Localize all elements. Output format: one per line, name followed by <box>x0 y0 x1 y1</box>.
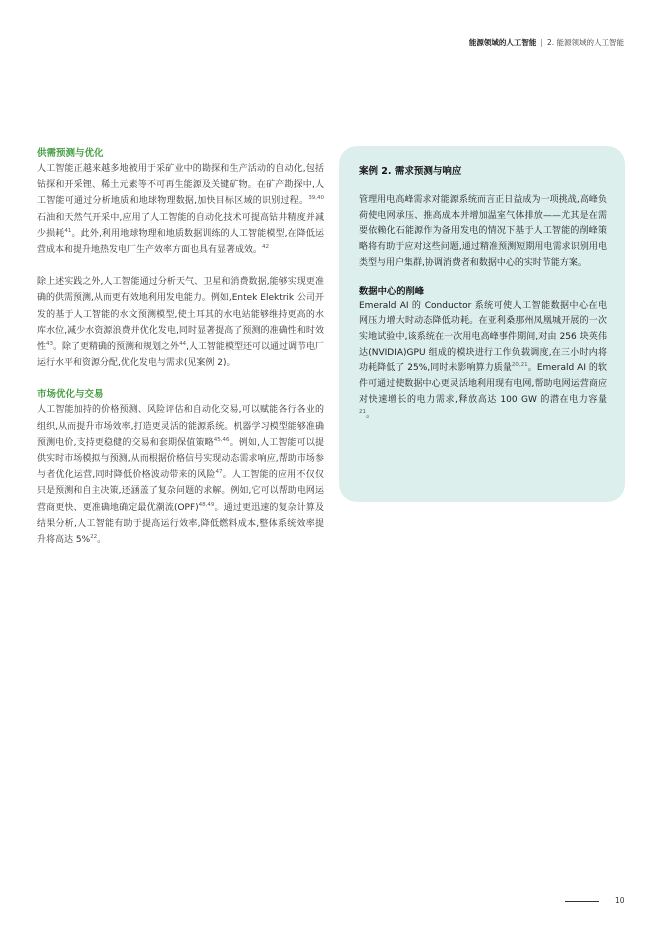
text-run: 。通过更迅速的复杂计算及结果分析,人工智能有助于提高运行效率,降低燃料成本,整体系统效率提升将高达 5% <box>37 502 324 546</box>
paragraph-demand-forecast <box>37 274 324 371</box>
main-column <box>37 146 324 548</box>
citation: 21 <box>359 409 366 416</box>
citation: 43 <box>46 341 54 348</box>
header-section-title: 能源领域的人工智能 <box>468 38 537 47</box>
case-paragraph-emerald <box>359 299 607 425</box>
citation: 22 <box>90 534 98 541</box>
text-run: 。Emerald AI 的软件可通过使数据中心更灵活地利用现有电网,帮助电网运营商应对快速增长的电力需求,释放高达 100 GW 的潜在电力容量 <box>359 363 607 405</box>
case-subheading: 数据中心的削峰 <box>359 285 425 297</box>
header-subsection-title: 2. 能源领域的人工智能 <box>546 38 624 47</box>
running-header <box>469 37 624 48</box>
paragraph-market <box>37 402 324 548</box>
citation: 39,40 <box>308 195 324 202</box>
citation: 48,49 <box>198 501 215 508</box>
text-run: 。 <box>366 410 376 421</box>
text-run: 。除了更精确的预测和规划之外 <box>53 342 180 353</box>
text-run: 人工智能正越来越多地被用于采矿业中的勘探和生产活动的自动化,包括钻探和开采锂、稀土元素等不可再生能源及关键矿物。在矿产勘探中,人工智能可通过分析地质和地球物理数据,加快目标区域的识别过程。 <box>37 164 324 207</box>
case-study-box <box>339 146 625 502</box>
text-run: 。此外,利用地球物理和地质数据训练的人工智能模型,在降低运营成本和提升地热发电厂生产效率方面也具有显著成效。 <box>37 228 324 256</box>
section-heading-market: 市场优化与交易 <box>37 389 104 401</box>
text-run: ,人工智能模型还可以通过调节电厂运行水平和资源分配,优化发电与需求(见案例 2)。 <box>37 342 324 369</box>
case-study-title: 案例 2. 需求预测与响应 <box>359 166 462 177</box>
citation: 41 <box>64 227 72 234</box>
section-heading-forecasting: 供需预测与优化 <box>37 148 104 159</box>
header-separator: | <box>540 38 543 47</box>
citation: 20,21 <box>511 362 528 369</box>
page-number: 10 <box>615 896 625 905</box>
citation: 42 <box>262 244 270 251</box>
text-run: Emerald AI 的 Conductor 系统可使人工智能数据中心在电网压力增大时动态降低功耗。在亚利桑那州凤凰城开展的一次实地试验中,该系统在一次用电高峰事件期间,对由 256 块英伟达(NVIDIA)GPU 组成的模块进行工作负载调度,在三小时内将功耗降低了 25%,同时未影响算力质量 <box>359 300 607 374</box>
text-run: 人工智能加持的价格预测、风险评估和自动化交易,可以赋能各行各业的组织,从而提升市场效率,打造更灵活的能源系统。机器学习模型能够准确预测电价,支持更稳健的交易和套期保值策略 <box>37 405 324 448</box>
paragraph-mining <box>37 161 324 258</box>
text-run: 。例如,人工智能可以提供实时市场模拟与预测,从而根据价格信号实现动态需求响应,帮助市场参与者优化运营,同时降低价格波动带来的风险 <box>37 437 324 481</box>
case-paragraph-intro: 管理用电高峰需求对能源系统而言正日益成为一项挑战,高峰负荷使电网承压、推高成本并增加温室气体排放——尤其是在需要依赖化石能源作为备用发电的情况下基于人工智能的削峰策略将有助于应对这些问题,通过精准预测短期用电需求识别用电类型与用户集群,协调消费者和数据中心的实时节能方案。 <box>359 195 607 268</box>
text-run: 。人工智能的应用不仅仅只是预测和自主决策,还涵盖了复杂问题的求解。例如,它可以帮助电网运营商更快、更准确地确定最优潮流(OPF) <box>37 470 324 513</box>
text-run: 。 <box>97 535 107 546</box>
text-run: 石油和天然气开采中,应用了人工智能的自动化技术可提高钻井精度并减少损耗 <box>37 212 324 239</box>
citation: 44 <box>179 341 187 348</box>
footer-rule <box>565 901 599 902</box>
citation: 45,46 <box>213 436 230 443</box>
text-run: 除上述实践之外,人工智能通过分析天气、卫星和消费数据,能够实现更准确的供需预测,从而更有效地利用发电能力。例如,Entek Elektrik 公司开发的基于人工智能的水文预测模型,使土耳其的水电站能够维持更高的水库水位,减少水资源浪费并优化发电,同时显著提高了预测的准确性和时效性 <box>37 277 324 353</box>
citation: 47 <box>215 469 223 476</box>
